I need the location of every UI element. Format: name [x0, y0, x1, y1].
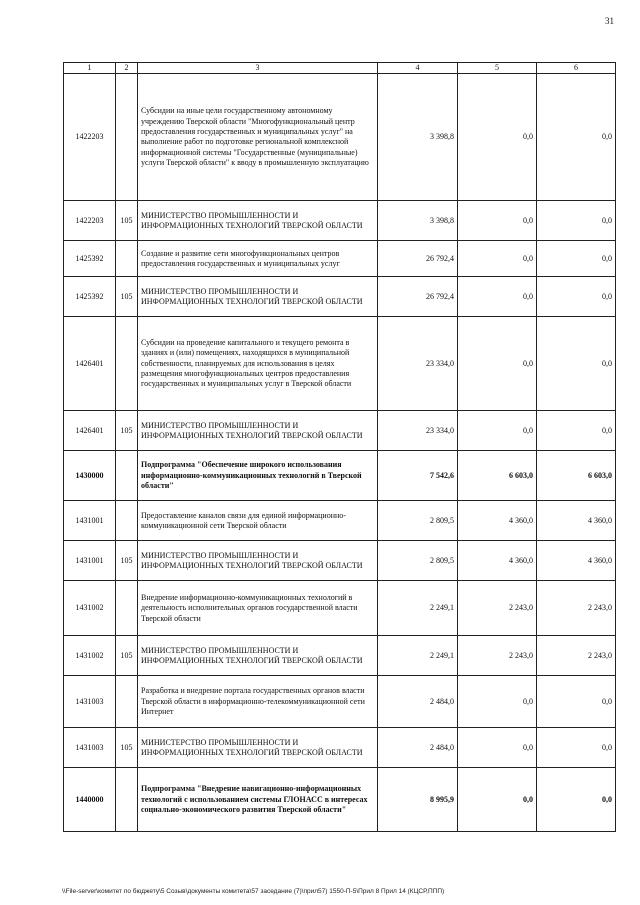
description-cell: Создание и развитие сети многофункциональных центров предоставления государственных и муниципальных услуг [138, 241, 378, 277]
subcode-cell [116, 501, 138, 541]
value-cell: 0,0 [537, 317, 616, 411]
value-cell: 7 542,6 [378, 451, 458, 501]
value-cell: 0,0 [458, 411, 537, 451]
subcode-cell [116, 581, 138, 636]
value-cell: 0,0 [458, 728, 537, 768]
description-cell: Субсидии на иные цели государственному автономному учреждению Тверской области "Многофункциональный центр предоставления государственных и муниципальных услуг" на выполнение работ по подготовке региональной комплексной информационной системы "Государственные (муниципальные) услуги Тверской области" к вводу в промышленную эксплуатацию [138, 74, 378, 201]
subcode-cell: 105 [116, 541, 138, 581]
budget-table [63, 62, 616, 832]
value-cell: 0,0 [458, 317, 537, 411]
value-cell: 6 603,0 [537, 451, 616, 501]
value-cell: 2 243,0 [537, 636, 616, 676]
code-cell: 1431002 [64, 581, 116, 636]
value-cell: 2 249,1 [378, 581, 458, 636]
value-cell: 0,0 [537, 241, 616, 277]
description-cell: МИНИСТЕРСТВО ПРОМЫШЛЕННОСТИ И ИНФОРМАЦИОННЫХ ТЕХНОЛОГИЙ ТВЕРСКОЙ ОБЛАСТИ [138, 636, 378, 676]
description-cell: Субсидии на проведение капитального и текущего ремонта в зданиях и (или) помещениях, находящихся в муниципальной собственности, планируемых для использования в целях размещения многофункциональных центров предоставления государственных и муниципальных услуг в Тверской области [138, 317, 378, 411]
value-cell: 0,0 [537, 411, 616, 451]
description-cell: Разработка и внедрение портала государственных органов власти Тверской области в информационно-телекоммуникационной сети Интернет [138, 676, 378, 728]
value-cell: 0,0 [537, 201, 616, 241]
value-cell: 26 792,4 [378, 277, 458, 317]
page-number: 31 [605, 16, 614, 26]
code-cell: 1422203 [64, 201, 116, 241]
column-header: 3 [138, 63, 378, 74]
value-cell: 0,0 [537, 728, 616, 768]
value-cell: 23 334,0 [378, 411, 458, 451]
value-cell: 0,0 [458, 277, 537, 317]
column-header: 5 [458, 63, 537, 74]
value-cell: 4 360,0 [458, 501, 537, 541]
file-path-footer: \\File-server\комитет по бюджету\5 Созыв\документы комитета\57 заседание (7)\прил57) 1550-П-5\Прил 8 Прил 14 (КЦСР,ППП) [62, 888, 445, 895]
subcode-cell: 105 [116, 636, 138, 676]
code-cell: 1440000 [64, 768, 116, 832]
table-row [64, 676, 616, 728]
value-cell: 2 484,0 [378, 676, 458, 728]
value-cell: 3 398,8 [378, 74, 458, 201]
subcode-cell [116, 676, 138, 728]
code-cell: 1430000 [64, 451, 116, 501]
subcode-cell [116, 768, 138, 832]
subcode-cell: 105 [116, 277, 138, 317]
table-row [64, 74, 616, 201]
subcode-cell: 105 [116, 728, 138, 768]
table-row [64, 541, 616, 581]
column-header: 6 [537, 63, 616, 74]
code-cell: 1431003 [64, 676, 116, 728]
table-row [64, 201, 616, 241]
table-row [64, 636, 616, 676]
description-cell: МИНИСТЕРСТВО ПРОМЫШЛЕННОСТИ И ИНФОРМАЦИОННЫХ ТЕХНОЛОГИЙ ТВЕРСКОЙ ОБЛАСТИ [138, 411, 378, 451]
table-row [64, 241, 616, 277]
value-cell: 4 360,0 [537, 541, 616, 581]
value-cell: 2 243,0 [537, 581, 616, 636]
value-cell: 0,0 [458, 768, 537, 832]
value-cell: 23 334,0 [378, 317, 458, 411]
value-cell: 2 484,0 [378, 728, 458, 768]
value-cell: 0,0 [537, 74, 616, 201]
subcode-cell [116, 241, 138, 277]
table-row [64, 728, 616, 768]
code-cell: 1425392 [64, 241, 116, 277]
table-row [64, 768, 616, 832]
value-cell: 0,0 [537, 768, 616, 832]
code-cell: 1431003 [64, 728, 116, 768]
value-cell: 0,0 [537, 277, 616, 317]
description-cell: МИНИСТЕРСТВО ПРОМЫШЛЕННОСТИ И ИНФОРМАЦИОННЫХ ТЕХНОЛОГИЙ ТВЕРСКОЙ ОБЛАСТИ [138, 728, 378, 768]
description-cell: Предоставление каналов связи для единой информационно-коммуникационной сети Тверской области [138, 501, 378, 541]
value-cell: 8 995,9 [378, 768, 458, 832]
table-row [64, 451, 616, 501]
value-cell: 0,0 [458, 676, 537, 728]
subcode-cell [116, 317, 138, 411]
table-row [64, 317, 616, 411]
value-cell: 2 243,0 [458, 581, 537, 636]
description-cell: МИНИСТЕРСТВО ПРОМЫШЛЕННОСТИ И ИНФОРМАЦИОННЫХ ТЕХНОЛОГИЙ ТВЕРСКОЙ ОБЛАСТИ [138, 277, 378, 317]
code-cell: 1431002 [64, 636, 116, 676]
subcode-cell [116, 451, 138, 501]
code-cell: 1426401 [64, 317, 116, 411]
table-header-row [64, 63, 616, 74]
value-cell: 26 792,4 [378, 241, 458, 277]
description-cell: Подпрограмма "Внедрение навигационно-информационных технологий с использованием системы ГЛОНАСС в интересах социально-экономического развития Тверской области" [138, 768, 378, 832]
column-header: 4 [378, 63, 458, 74]
value-cell: 0,0 [458, 74, 537, 201]
value-cell: 0,0 [537, 676, 616, 728]
column-header: 2 [116, 63, 138, 74]
description-cell: Внедрение информационно-коммуникационных технологий в деятельность исполнительных органов государственной власти Тверской области [138, 581, 378, 636]
column-header: 1 [64, 63, 116, 74]
code-cell: 1431001 [64, 541, 116, 581]
value-cell: 4 360,0 [458, 541, 537, 581]
value-cell: 0,0 [458, 201, 537, 241]
value-cell: 2 809,5 [378, 541, 458, 581]
value-cell: 2 243,0 [458, 636, 537, 676]
subcode-cell: 105 [116, 411, 138, 451]
table-row [64, 277, 616, 317]
value-cell: 3 398,8 [378, 201, 458, 241]
description-cell: Подпрограмма "Обеспечение широкого использования информационно-коммуникационных технологий в Тверской области" [138, 451, 378, 501]
value-cell: 2 809,5 [378, 501, 458, 541]
table-row [64, 501, 616, 541]
code-cell: 1425392 [64, 277, 116, 317]
code-cell: 1422203 [64, 74, 116, 201]
value-cell: 4 360,0 [537, 501, 616, 541]
value-cell: 0,0 [458, 241, 537, 277]
table-row [64, 411, 616, 451]
value-cell: 2 249,1 [378, 636, 458, 676]
code-cell: 1426401 [64, 411, 116, 451]
description-cell: МИНИСТЕРСТВО ПРОМЫШЛЕННОСТИ И ИНФОРМАЦИОННЫХ ТЕХНОЛОГИЙ ТВЕРСКОЙ ОБЛАСТИ [138, 541, 378, 581]
table-row [64, 581, 616, 636]
subcode-cell: 105 [116, 201, 138, 241]
subcode-cell [116, 74, 138, 201]
value-cell: 6 603,0 [458, 451, 537, 501]
description-cell: МИНИСТЕРСТВО ПРОМЫШЛЕННОСТИ И ИНФОРМАЦИОННЫХ ТЕХНОЛОГИЙ ТВЕРСКОЙ ОБЛАСТИ [138, 201, 378, 241]
code-cell: 1431001 [64, 501, 116, 541]
